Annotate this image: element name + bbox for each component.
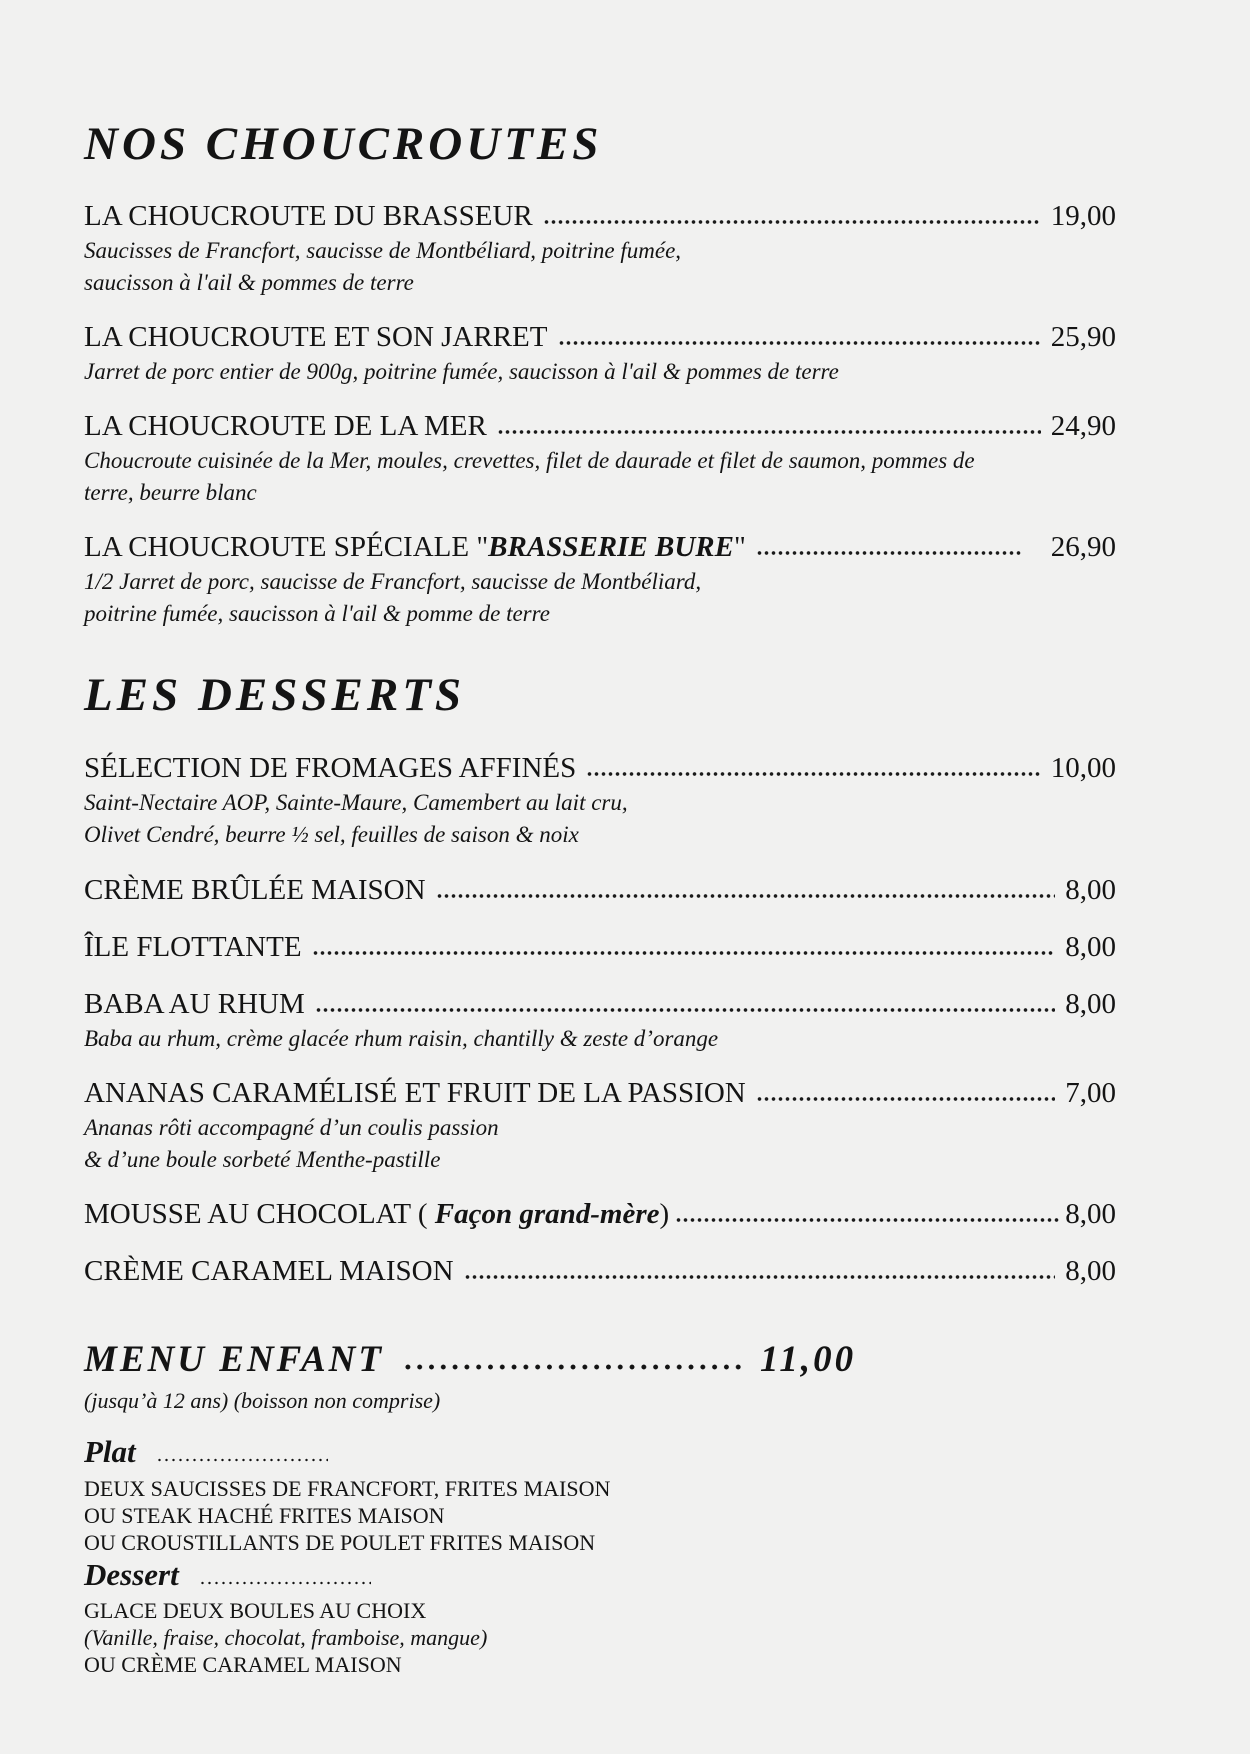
item-name-suffix: ": [734, 531, 746, 563]
item-name: [84, 1197, 669, 1231]
dessert-line: OU CRÈME CARAMEL MAISON: [84, 1652, 402, 1677]
dot-leader: [558, 340, 1041, 346]
menu-item-choucroute-brasseur: [84, 199, 1116, 299]
dot-leader: [464, 1274, 1056, 1280]
description-line: Ananas rôti accompagné d’un coulis passion: [84, 1115, 499, 1140]
item-name: LA CHOUCROUTE DE LA MER: [84, 410, 487, 442]
dot-leader: [312, 950, 1056, 956]
description-line: poitrine fumée, saucisson à l'ail & pomme de terre: [84, 601, 550, 626]
dot-leader: [497, 429, 1041, 435]
menu-item-mousse-chocolat: [84, 1197, 1116, 1231]
description-line: terre, beurre blanc: [84, 480, 257, 505]
dot-leader: [436, 893, 1056, 899]
kids-plat-label: [84, 1434, 328, 1470]
item-name-emphasis: BRASSERIE BURE: [488, 531, 734, 563]
plat-line: OU STEAK HACHÉ FRITES MAISON: [84, 1503, 445, 1528]
item-description: [84, 1112, 1116, 1176]
menu-item-fromages: [84, 751, 1116, 851]
item-name: BABA AU RHUM: [84, 988, 305, 1020]
dot-leader: [315, 1007, 1055, 1013]
item-description: [84, 1023, 1116, 1055]
description-line: 1/2 Jarret de porc, saucisse de Francfort, saucisse de Montbéliard,: [84, 569, 702, 594]
description-line: Olivet Cendré, beurre ½ sel, feuilles de saison & noix: [84, 822, 579, 847]
kids-menu-header: [84, 1338, 884, 1381]
item-description: [84, 566, 1116, 630]
kids-menu-note: (jusqu’à 12 ans) (boisson non comprise): [84, 1388, 441, 1413]
item-name-suffix: ): [659, 1198, 670, 1230]
dot-leader: [756, 550, 1023, 556]
item-price: 10,00: [1050, 752, 1116, 784]
dot-leader: [156, 1458, 328, 1462]
dot-leader: [586, 771, 1041, 777]
item-name: SÉLECTION DE FROMAGES AFFINÉS: [84, 752, 577, 784]
dot-leader: [675, 1217, 1061, 1223]
menu-item-ananas: [84, 1076, 1116, 1176]
dot-leader: [199, 1581, 371, 1585]
section-title-choucroutes: NOS CHOUCROUTES: [84, 118, 603, 170]
item-name: LA CHOUCROUTE DU BRASSEUR: [84, 200, 533, 232]
dot-leader: [402, 1363, 742, 1371]
menu-item-choucroute-speciale: [84, 530, 1116, 630]
item-price: 25,90: [1050, 321, 1116, 353]
item-name: [84, 530, 746, 564]
dessert-line: GLACE DEUX BOULES AU CHOIX: [84, 1598, 427, 1623]
item-name: LA CHOUCROUTE ET SON JARRET: [84, 321, 548, 353]
kids-menu-title: MENU ENFANT: [84, 1339, 384, 1380]
description-line: Saint-Nectaire AOP, Sainte-Maure, Camembert au lait cru,: [84, 790, 628, 815]
menu-item-creme-caramel: [84, 1254, 1116, 1288]
menu-item-choucroute-mer: [84, 409, 1116, 509]
kids-plat-lines: [84, 1475, 610, 1556]
item-name: ANANAS CARAMÉLISÉ ET FRUIT DE LA PASSION: [84, 1077, 746, 1109]
item-name: CRÈME CARAMEL MAISON: [84, 1255, 454, 1287]
kids-menu-price: 11,00: [759, 1339, 857, 1380]
item-description: [84, 787, 1116, 851]
item-price: 7,00: [1065, 1077, 1116, 1109]
item-name: ÎLE FLOTTANTE: [84, 931, 302, 963]
item-name-emphasis: Façon grand-mère: [434, 1198, 660, 1230]
menu-item-baba-au-rhum: [84, 987, 1116, 1055]
description-line: Baba au rhum, crème glacée rhum raisin, chantilly & zeste d’orange: [84, 1026, 719, 1051]
item-description: [84, 235, 1116, 299]
item-price: 8,00: [1065, 988, 1116, 1020]
item-name: CRÈME BRÛLÉE MAISON: [84, 874, 426, 906]
menu-item-ile-flottante: [84, 930, 1116, 964]
description-line: Jarret de porc entier de 900g, poitrine fumée, saucisson à l'ail & pommes de terre: [84, 359, 839, 384]
dessert-line: (Vanille, fraise, chocolat, framboise, mangue): [84, 1625, 488, 1650]
item-description: [84, 356, 1116, 388]
dessert-label-text: Dessert: [84, 1557, 179, 1592]
kids-dessert-lines: [84, 1597, 487, 1678]
description-line: saucisson à l'ail & pommes de terre: [84, 270, 414, 295]
description-line: Choucroute cuisinée de la Mer, moules, crevettes, filet de daurade et filet de saumon, pommes de: [84, 448, 975, 473]
item-price: 19,00: [1050, 200, 1116, 232]
plat-line: OU CROUSTILLANTS DE POULET FRITES MAISON: [84, 1530, 596, 1555]
plat-label-text: Plat: [84, 1434, 136, 1469]
section-title-desserts: LES DESSERTS: [84, 669, 466, 721]
description-line: & d’une boule sorbeté Menthe-pastille: [84, 1147, 441, 1172]
plat-line: DEUX SAUCISSES DE FRANCFORT, FRITES MAISON: [84, 1476, 611, 1501]
item-price: 8,00: [1065, 1255, 1116, 1287]
kids-dessert-label: [84, 1557, 371, 1593]
item-price: 26,90: [1050, 531, 1116, 563]
item-price: 8,00: [1065, 931, 1116, 963]
item-description: [84, 445, 1116, 509]
item-name-prefix: LA CHOUCROUTE SPÉCIALE ": [84, 531, 489, 563]
item-price: 24,90: [1050, 410, 1116, 442]
dot-leader: [543, 219, 1041, 225]
description-line: Saucisses de Francfort, saucisse de Montbéliard, poitrine fumée,: [84, 238, 682, 263]
menu-item-creme-brulee: [84, 873, 1116, 907]
dot-leader: [756, 1096, 1056, 1102]
item-price: 8,00: [1065, 874, 1116, 906]
menu-item-choucroute-jarret: [84, 320, 1116, 388]
item-name-prefix: MOUSSE AU CHOCOLAT (: [84, 1198, 435, 1230]
item-price: 8,00: [1065, 1198, 1116, 1230]
